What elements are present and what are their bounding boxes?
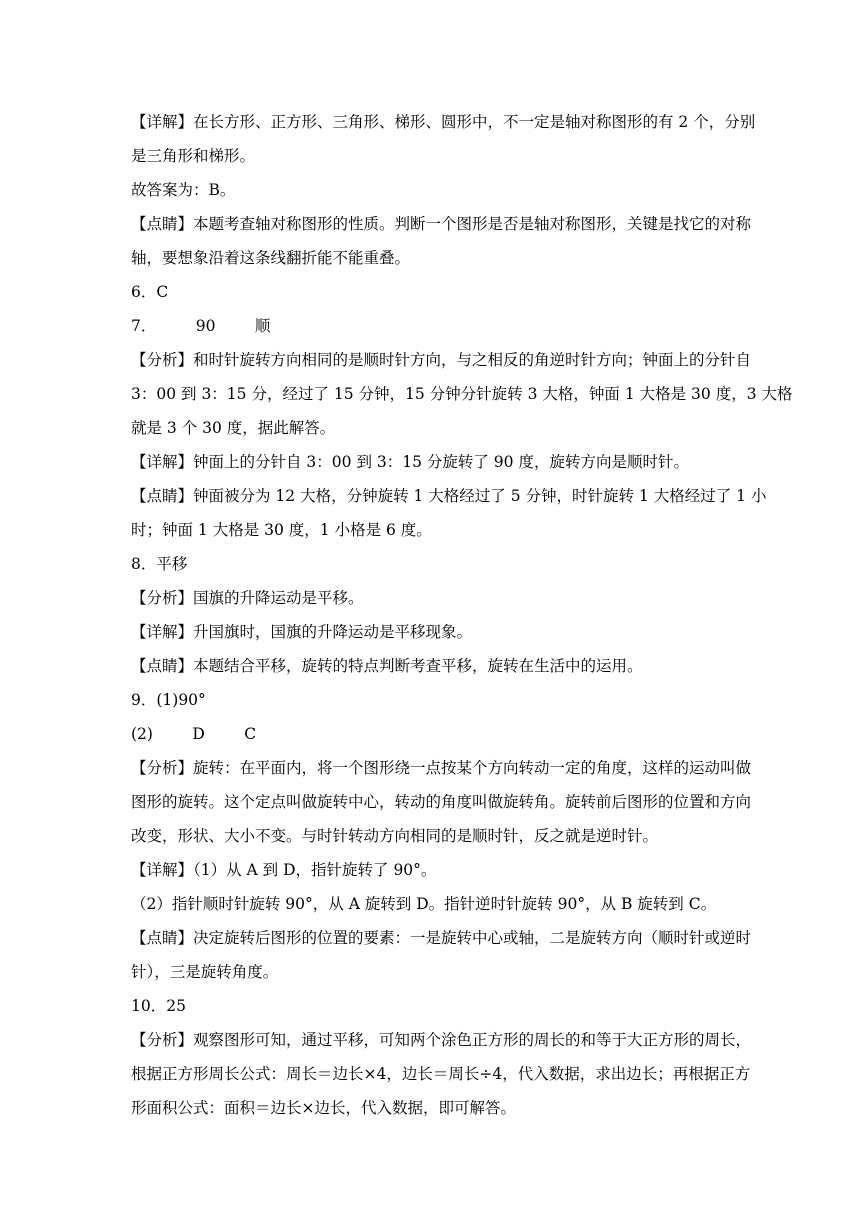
- text-line: （2）指针顺时针旋转 90°，从 A 旋转到 D。指针逆时针旋转 90°，从 B 旋转到 C。: [131, 895, 717, 913]
- text-line: 根据正方形周长公式：周长＝边长×4，边长＝周长÷4，代入数据，求出边长；再根据正方: [131, 1065, 751, 1083]
- answer-line: (2) D C: [131, 725, 257, 743]
- text-line: 时；钟面 1 大格是 30 度，1 小格是 6 度。: [131, 521, 432, 539]
- text-line: 【点睛】本题结合平移，旋转的特点判断考查平移，旋转在生活中的运用。: [131, 657, 643, 675]
- answer-line: 9．(1)90°: [131, 691, 206, 709]
- text-line: 【点睛】钟面被分为 12 大格，分钟旋转 1 大格经过了 5 分钟，时针旋转 1 大格经过了 1 小: [131, 487, 767, 505]
- answer-line: 8．平移: [131, 555, 188, 573]
- text-line: 改变，形状、大小不变。与时针转动方向相同的是顺时针，反之就是逆时针。: [131, 827, 659, 845]
- text-line: 【分析】旋转：在平面内，将一个图形绕一点按某个方向转动一定的角度，这样的运动叫做: [131, 759, 752, 777]
- text-line: 3：00 到 3：15 分，经过了 15 分钟，15 分钟分针旋转 3 大格，钟面 1 大格是 30 度，3 大格: [131, 385, 793, 403]
- text-line: 针），三是旋转角度。: [131, 963, 279, 981]
- text-line: 【详解】升国旗时，国旗的升降运动是平移现象。: [131, 623, 473, 641]
- text-line: 是三角形和梯形。: [131, 147, 256, 165]
- text-line: 【详解】在长方形、正方形、三角形、梯形、圆形中，不一定是轴对称图形的有 2 个，分别: [131, 113, 756, 131]
- text-line: 【详解】钟面上的分针自 3：00 到 3：15 分旋转了 90 度，旋转方向是顺时针。: [131, 453, 689, 471]
- text-line: 【分析】国旗的升降运动是平移。: [131, 589, 364, 607]
- text-line: 形面积公式：面积＝边长×边长，代入数据，即可解答。: [131, 1099, 516, 1117]
- answer-line: 7． 90 顺: [131, 317, 271, 335]
- text-line: 故答案为：B。: [131, 181, 236, 199]
- text-line: 轴，要想象沿着这条线翻折能不能重叠。: [131, 249, 411, 267]
- text-line: 【点睛】本题考查轴对称图形的性质。判断一个图形是否是轴对称图形，关键是找它的对称: [131, 215, 752, 233]
- answer-line: 10．25: [131, 997, 186, 1015]
- text-line: 【分析】观察图形可知，通过平移，可知两个涂色正方形的周长的和等于大正方形的周长，: [131, 1031, 752, 1049]
- text-line: 【分析】和时针旋转方向相同的是顺时针方向，与之相反的角逆时针方向；钟面上的分针自: [131, 351, 752, 369]
- answer-line: 6．C: [131, 283, 169, 301]
- text-line: 就是 3 个 30 度，据此解答。: [131, 419, 336, 437]
- text-line: 【详解】（1）从 A 到 D，指针旋转了 90°。: [131, 861, 437, 879]
- text-line: 图形的旋转。这个定点叫做旋转中心，转动的角度叫做旋转角。旋转前后图形的位置和方向: [131, 793, 752, 811]
- text-line: 【点睛】决定旋转后图形的位置的要素：一是旋转中心或轴，二是旋转方向（顺时针或逆时: [131, 929, 752, 947]
